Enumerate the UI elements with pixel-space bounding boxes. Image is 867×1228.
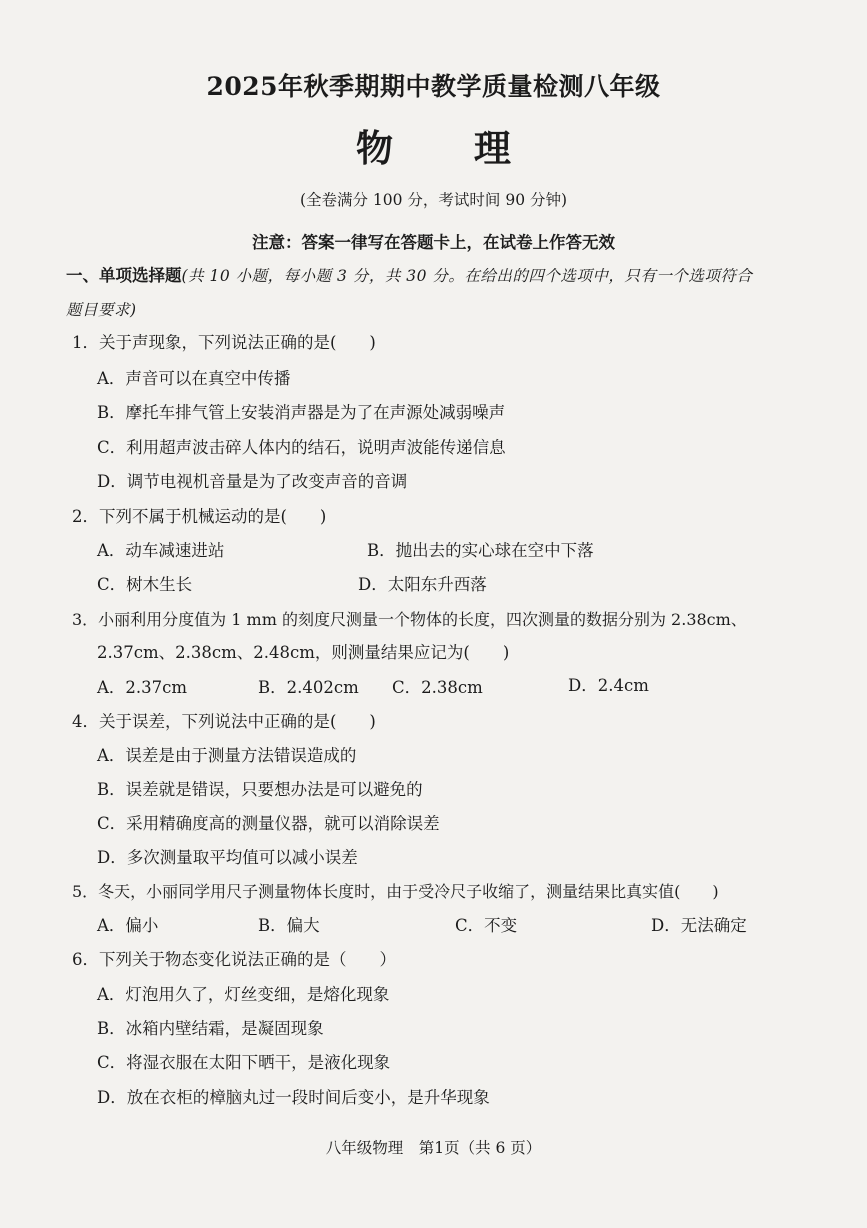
option-c: C．利用超声波击碎人体内的结石，说明声波能传递信息 bbox=[97, 438, 506, 457]
section-label: 一、单项选择题 bbox=[66, 266, 182, 285]
option-d: D．太阳东升西落 bbox=[358, 575, 487, 594]
question-stem: 5．冬天，小丽同学用尺子测量物体长度时，由于受冷尺子收缩了，测量结果比真实值( ) bbox=[72, 882, 719, 901]
option-a: A．误差是由于测量方法错误造成的 bbox=[97, 746, 357, 765]
option-c: C．采用精确度高的测量仪器，就可以消除误差 bbox=[97, 814, 440, 833]
option-b: B．摩托车排气管上安装消声器是为了在声源处减弱噪声 bbox=[97, 403, 506, 422]
option-b: B．冰箱内壁结霜，是凝固现象 bbox=[97, 1019, 324, 1038]
exam-title: 2025年秋季期期中教学质量检测八年级 bbox=[206, 72, 661, 101]
option-a: A．2.37cm bbox=[97, 678, 188, 697]
exam-meta: (全卷满分 100 分，考试时间 90 分钟) bbox=[299, 191, 568, 209]
option-d: D．无法确定 bbox=[651, 916, 747, 935]
option-c: C．树木生长 bbox=[97, 575, 193, 594]
option-c: C．不变 bbox=[455, 916, 518, 935]
option-b: B．2.402cm bbox=[258, 678, 359, 697]
section-heading bbox=[66, 265, 752, 287]
exam-notice: 注意：答案一律写在答题卡上，在试卷上作答无效 bbox=[252, 233, 615, 252]
option-d: D．放在衣柜的樟脑丸过一段时间后变小，是升华现象 bbox=[97, 1088, 490, 1107]
section-note-line2: 题目要求) bbox=[66, 301, 137, 319]
question-stem: 6．下列关于物态变化说法正确的是（ ） bbox=[72, 950, 396, 969]
option-c: C．将湿衣服在太阳下晒干，是液化现象 bbox=[97, 1053, 391, 1072]
question-stem: 2．下列不属于机械运动的是( ) bbox=[72, 507, 327, 526]
question-stem-line1: 3．小丽利用分度值为 1 mm 的刻度尺测量一个物体的长度，四次测量的数据分别为 2.38cm、 bbox=[72, 610, 747, 629]
option-d: D．多次测量取平均值可以减小误差 bbox=[97, 848, 358, 867]
option-a: A．声音可以在真空中传播 bbox=[97, 369, 291, 388]
option-b: B．误差就是错误，只要想办法是可以避免的 bbox=[97, 780, 423, 799]
option-d: D．2.4cm bbox=[568, 676, 649, 695]
section-note-line1: (共 10 小题，每小题 3 分，共 30 分。在给出的四个选项中，只有一个选项符合 bbox=[181, 267, 753, 285]
question-stem-line2: 2.37cm、2.38cm、2.48cm，则测量结果应记为( ) bbox=[97, 643, 510, 662]
option-a: A．灯泡用久了，灯丝变细，是熔化现象 bbox=[97, 985, 390, 1004]
option-c: C．2.38cm bbox=[392, 678, 483, 697]
question-stem: 4．关于误差，下列说法中正确的是( ) bbox=[72, 712, 376, 731]
option-d: D．调节电视机音量是为了改变声音的音调 bbox=[97, 472, 408, 491]
question-stem: 1．关于声现象，下列说法正确的是( ) bbox=[72, 333, 376, 352]
subject-title: 物 理 bbox=[356, 126, 545, 170]
page-footer: 八年级物理 第1页（共 6 页） bbox=[325, 1139, 542, 1157]
option-a: A．偏小 bbox=[97, 916, 159, 935]
option-b: B．偏大 bbox=[258, 916, 320, 935]
option-a: A．动车减速进站 bbox=[97, 541, 225, 560]
section-note-continuation bbox=[66, 299, 137, 321]
option-b: B．抛出去的实心球在空中下落 bbox=[367, 541, 594, 560]
